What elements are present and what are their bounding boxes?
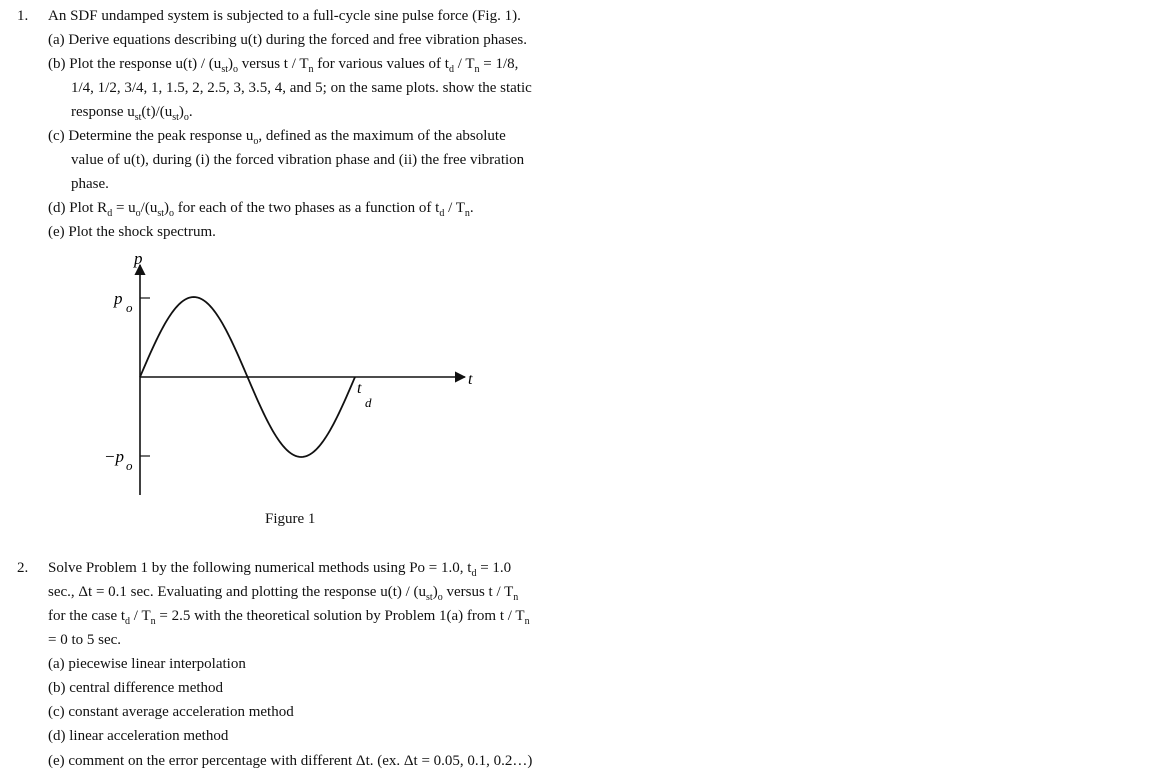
problem-1-part-b-line-2: 1/4, 1/2, 3/4, 1, 1.5, 2, 2.5, 3, 3.5, 4, and 5; on the same plots. show the static: [71, 80, 532, 96]
problem-2-part-e: (e) comment on the error percentage with different Δt. (ex. Δt = 0.05, 0.1, 0.2…): [48, 753, 533, 769]
problem-2-line-2: sec., Δt = 0.1 sec. Evaluating and plotting the response $u(t) / (u_{st})_o$ versus t / $T_n$: [48, 584, 519, 603]
problem-1-intro: An SDF undamped system is subjected to a full-cycle sine pulse force (Fig. 1).: [48, 8, 521, 24]
t-axis-label: t: [468, 371, 473, 388]
neg-po-label: −p: [104, 447, 124, 466]
td-label: t: [357, 380, 362, 397]
problem-1-part-d: (d) Plot $R_d = u_o/(u_{st})_o$ for each of the two phases as a function of $t_d / T_n$.: [48, 200, 474, 219]
neg-po-label-sub: o: [126, 458, 133, 473]
p-axis-label: p: [134, 249, 143, 268]
problem-1-part-b-line-1: (b) Plot the response $u(t) / (u_{st})_o$ versus t / $T_n$ for various values of $t_d / T_n = 1/8$,: [48, 56, 519, 75]
figure-caption: Figure 1: [265, 511, 316, 527]
problem-1-part-c-line-2: value of u(t), during (i) the forced vibration phase and (ii) the free vibration: [71, 152, 525, 168]
problem-2-part-b: (b) central difference method: [48, 680, 224, 696]
problem-1-part-b-line-3: response $u_{st}(t)/(u_{st})_o$.: [71, 104, 193, 123]
td-label-sub: d: [365, 395, 372, 410]
problem-2-part-d: (d) linear acceleration method: [48, 728, 229, 744]
problem-2-part-a: (a) piecewise linear interpolation: [48, 656, 246, 672]
problem-2-line-4: = 0 to 5 sec.: [48, 632, 122, 648]
problem-2-part-c: (c) constant average acceleration method: [48, 704, 294, 720]
po-label: p: [114, 289, 123, 308]
po-label-sub: o: [126, 300, 133, 315]
problem-1-part-c-line-1: (c) Determine the peak response $u_o$, defined as the maximum of the absolute: [48, 128, 506, 147]
problem-2-line-1: Solve Problem 1 by the following numerical methods using Po = 1.0, $t_d = 1.0$: [48, 560, 512, 579]
problem-1-part-a: (a) Derive equations describing u(t) during the forced and free vibration phases.: [48, 32, 527, 48]
problem-2-line-3: for the case $t_d / T_n = 2.5$ with the theoretical solution by Problem 1(a) from t / $T_n$: [48, 608, 530, 627]
problem-1-part-c-line-3: phase.: [71, 176, 109, 192]
problem-1-part-e: (e) Plot the shock spectrum.: [48, 224, 216, 240]
problem-1-number: 1.: [17, 8, 29, 24]
problem-2-number: 2.: [17, 560, 29, 576]
